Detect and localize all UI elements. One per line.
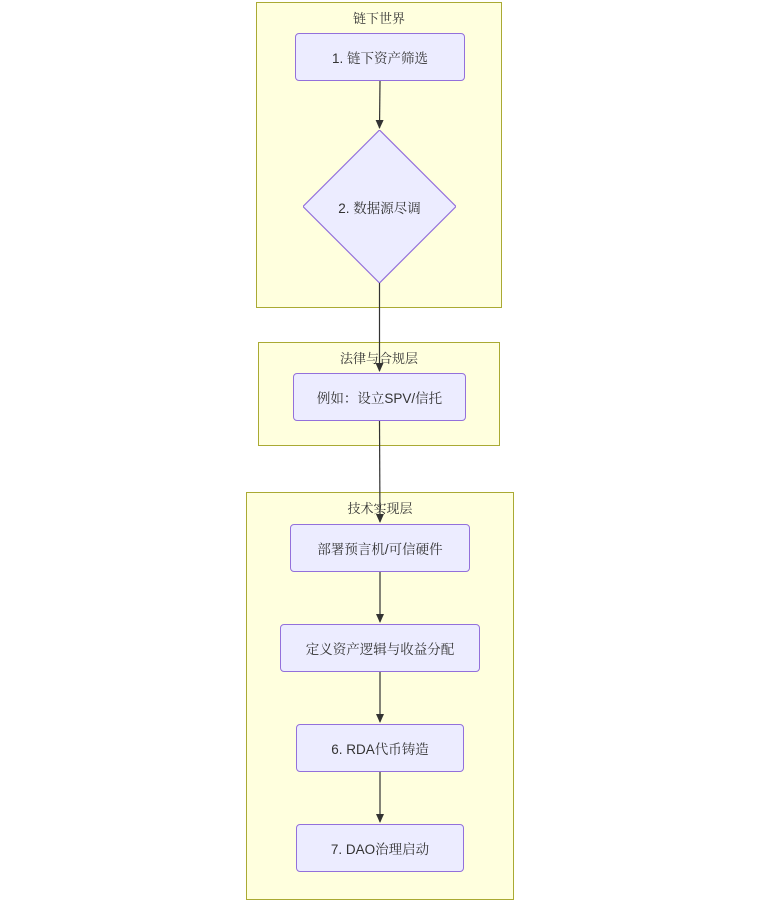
cluster-tech-label: 技术实现层 bbox=[347, 501, 413, 516]
node-rda-token-mint[interactable]: 6. RDA代币铸造 bbox=[296, 724, 464, 772]
node-oracle-hardware[interactable]: 部署预言机/可信硬件 bbox=[290, 524, 470, 572]
node-dao-governance[interactable]: 7. DAO治理启动 bbox=[296, 824, 464, 872]
node-asset-logic-revenue[interactable]: 定义资产逻辑与收益分配 bbox=[280, 624, 480, 672]
node-data-source-diligence[interactable] bbox=[303, 130, 456, 283]
cluster-legal-label: 法律与合规层 bbox=[339, 351, 418, 366]
cluster-offchain-label: 链下世界 bbox=[352, 11, 405, 26]
node-asset-screening[interactable]: 1. 链下资产筛选 bbox=[295, 33, 465, 81]
node-spv-trust[interactable]: 例如：设立SPV/信托 bbox=[293, 373, 466, 421]
node-data-source-diligence-label: 2. 数据源尽调 bbox=[338, 200, 421, 216]
